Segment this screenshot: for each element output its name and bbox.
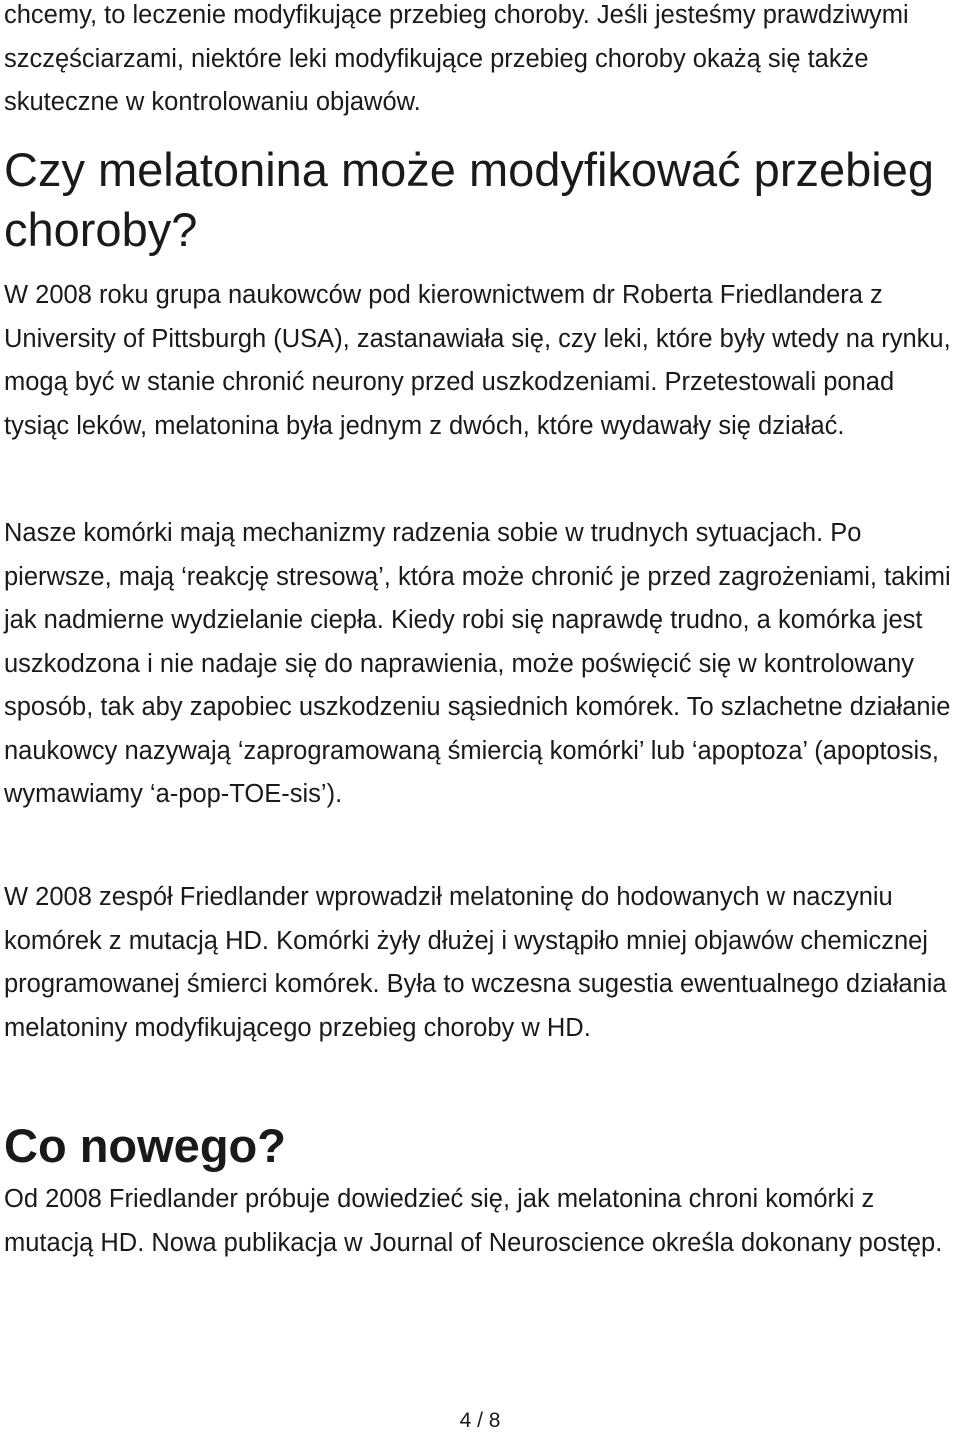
paragraph-2008-study: W 2008 roku grupa naukowców pod kierownictwem dr Roberta Friedlandera z University of Pittsburgh (USA), zastanawiała się, czy leki, które były wtedy na rynku, mogą być w stanie chronić neurony przed uszkodzeniami. Przetestowali ponad tysiąc leków, melatonina była jednym z dwóch, które wydawały się działać. (4, 281, 951, 440)
paragraph-whats-new: Od 2008 Friedlander próbuje dowiedzieć się, jak melatonina chroni komórki z mutacją HD. Nowa publikacja w Journal of Neuroscience określa dokonany postęp. (4, 1185, 943, 1257)
page-number: 4 / 8 (459, 1409, 501, 1432)
paragraph-friedlander-experiment: W 2008 zespół Friedlander wprowadził melatoninę do hodowanych w naczyniu komórek z mutacją HD. Komórki żyły dłużej i wystąpiło mniej objawów chemicznej programowanej śmierci komórek. Była to wczesna sugestia ewentualnego działania melatoniny modyfikującego przebieg choroby w HD. (4, 883, 947, 1042)
paragraph-intro: chcemy, to leczenie modyfikujące przebieg choroby. Jeśli jesteśmy prawdziwymi szczęściarzami, niektóre leki modyfikujące przebieg choroby okażą się także skuteczne w kontrolowaniu objawów. (4, 1, 909, 116)
heading-whats-new: Co nowego? (4, 1119, 286, 1172)
paragraph-cell-mechanisms: Nasze komórki mają mechanizmy radzenia sobie w trudnych sytuacjach. Po pierwsze, mają ‘reakcję stresową’, która może chronić je przed zagrożeniami, takimi jak nadmierne wydzielanie ciepła. Kiedy robi się naprawdę trudno, a komórka jest uszkodzona i nie nadaje się do naprawienia, może poświęcić się w kontrolowany sposób, tak aby zapobiec uszkodzeniu sąsiednich komórek. To szlachetne działanie naukowcy nazywają ‘zaprogramowaną śmiercią komórki’ lub ‘apoptoza’ (apoptosis, wymawiamy ‘a-pop-TOE-sis’). (4, 519, 951, 808)
heading-melatonin: Czy melatonina może modyfikować przebieg choroby? (4, 143, 934, 256)
